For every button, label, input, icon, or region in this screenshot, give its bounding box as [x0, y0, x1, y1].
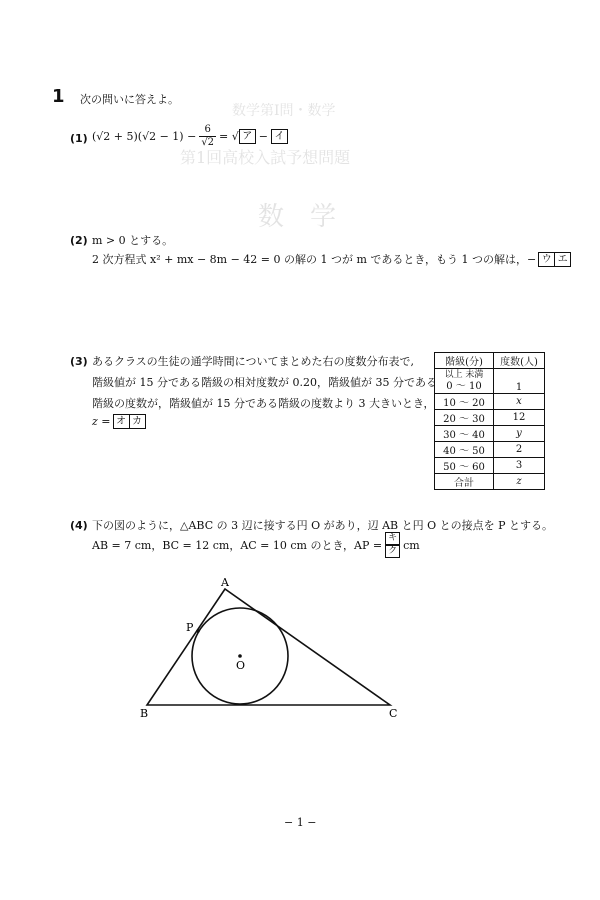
vertex-label-b: B: [140, 707, 149, 720]
q4-label: (4): [70, 519, 88, 532]
q1-frac-den: √2: [201, 136, 215, 148]
answer-box-o[interactable]: オ: [113, 414, 130, 429]
table-cell-range: 50 〜 60: [435, 458, 494, 474]
q4-unit: cm: [403, 538, 420, 552]
table-cell-count: x: [494, 394, 545, 410]
q3-line-2: 階級値が 15 分である階級の相対度数が 0.20，階級値が 35 分である: [92, 376, 437, 389]
q1-minus: −: [258, 129, 268, 143]
answer-box-a[interactable]: ア: [239, 129, 256, 144]
answer-box-ku[interactable]: ク: [385, 545, 400, 558]
q2-label: (2): [70, 234, 88, 247]
problem-instruction: 次の問いに答えよ。: [80, 93, 179, 106]
table-header-count: 度数(人): [494, 353, 545, 369]
q4-line-2: AB = 7 cm，BC = 12 cm，AC = 10 cm のとき，AP =: [92, 539, 383, 552]
vertex-label-c: C: [389, 707, 398, 720]
q2-statement: 2 次方程式 x² + mx − 8m − 42 = 0 の解の 1 つが m であるとき，もう 1 つの解は，−: [92, 253, 537, 266]
answer-box-e[interactable]: エ: [555, 252, 571, 267]
table-header-class: 階級(分): [435, 353, 494, 369]
q4-line-1: 下の図のように，△ABC の 3 辺に接する円 O があり，辺 AB と円 O との接点を P とする。: [92, 519, 554, 532]
center-label-o: O: [236, 659, 246, 672]
problem-number: 1: [52, 86, 65, 107]
center-o-dot: [238, 654, 242, 658]
table-cell-range: 10 〜 20: [435, 394, 494, 410]
table-cell-count: 12: [494, 410, 545, 426]
answer-box-u[interactable]: ウ: [538, 252, 555, 267]
q3-answer-prefix: z =: [92, 415, 111, 428]
table-subheader: 以上 未満: [444, 370, 484, 380]
table-cell-range: 30 〜 40: [435, 426, 494, 442]
triangle-abc: [147, 589, 390, 705]
q1-frac-num: 6: [199, 124, 216, 137]
q2-condition: m > 0 とする。: [92, 234, 174, 247]
table-cell-count: 1: [494, 369, 545, 394]
table-cell-count: y: [494, 426, 545, 442]
q1-label: (1): [70, 132, 88, 145]
q3-line-1: あるクラスの生徒の通学時間についてまとめた右の度数分布表で,: [92, 355, 414, 368]
q1-expr-right: = √: [219, 129, 239, 143]
table-cell-count: 3: [494, 458, 545, 474]
answer-box-ki[interactable]: キ: [385, 532, 400, 544]
table-total-label: 合計: [435, 474, 494, 490]
answer-box-ka[interactable]: カ: [130, 414, 146, 429]
q3-line-3: 階級の度数が，階級値が 15 分である階級の度数より 3 大きいとき，: [92, 397, 435, 410]
table-cell-range: 40 〜 50: [435, 442, 494, 458]
point-p-dot: [196, 629, 200, 633]
answer-box-i[interactable]: イ: [271, 129, 288, 144]
table-cell-count: 2: [494, 442, 545, 458]
q1-expr-left: (√2 + 5)(√2 − 1) −: [92, 129, 197, 143]
table-cell-range: 20 〜 30: [435, 410, 494, 426]
q3-label: (3): [70, 355, 88, 368]
page-number: − 1 −: [284, 816, 317, 829]
vertex-label-a: A: [221, 576, 229, 589]
point-label-p: P: [186, 621, 194, 634]
table-total-value: z: [494, 474, 545, 490]
table-range: 0 〜 10: [446, 381, 482, 392]
